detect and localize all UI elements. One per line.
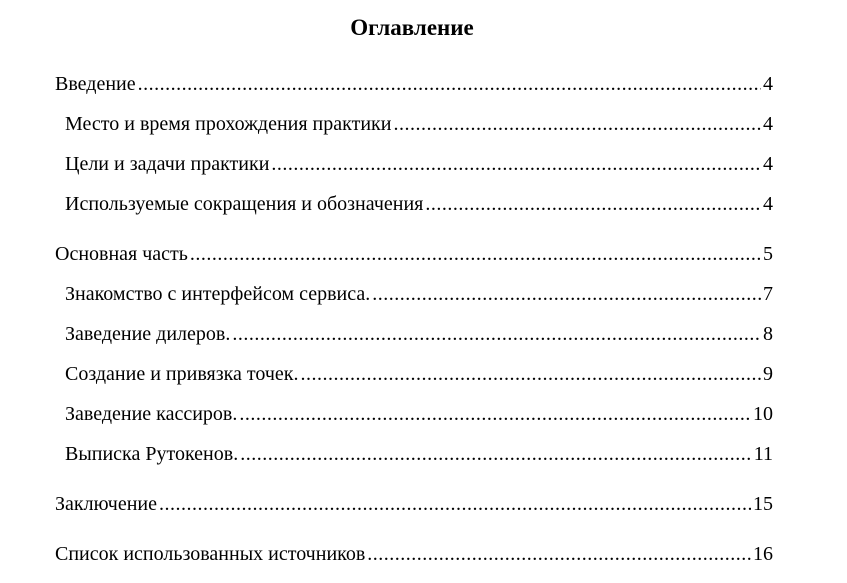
- toc-entry-dealers[interactable]: [55, 318, 773, 358]
- toc-entry-text: Место и время прохождения практики: [65, 113, 392, 135]
- toc-entry-goals-and-tasks[interactable]: [55, 148, 773, 188]
- toc-entry-abbreviations[interactable]: [55, 188, 773, 228]
- toc-page-number: 7: [763, 283, 773, 305]
- toc-entry-text: Используемые сокращения и обозначения: [65, 193, 424, 215]
- toc-page-number: 9: [763, 363, 773, 385]
- toc-dot-leader: [425, 188, 761, 220]
- toc-dot-leader: [240, 438, 752, 470]
- toc-entry-points[interactable]: [55, 358, 773, 398]
- toc-dot-leader: [138, 68, 761, 100]
- toc-page-number: 11: [753, 443, 773, 465]
- toc-entry-cashiers[interactable]: [55, 398, 773, 438]
- toc-page-number: 5: [763, 243, 773, 265]
- toc-entry-text: Заведение кассиров.: [65, 403, 238, 425]
- toc-entry-rutokens[interactable]: [55, 438, 773, 478]
- toc-entry-text: Создание и привязка точек.: [65, 363, 299, 385]
- toc-entry-text: Заведение дилеров.: [65, 323, 231, 345]
- toc-page-number: 4: [763, 193, 773, 215]
- toc-entry-text: Основная часть: [55, 243, 188, 265]
- toc-page-number: 16: [753, 543, 773, 565]
- toc-dot-leader: [159, 488, 751, 520]
- toc-dot-leader: [367, 538, 751, 570]
- toc-dot-leader: [232, 318, 761, 350]
- toc-page-number: 4: [763, 113, 773, 135]
- toc-entry-text: Цели и задачи практики: [65, 153, 270, 175]
- toc-dot-leader: [271, 148, 761, 180]
- toc-entry-text: Список использованных источников: [55, 543, 366, 565]
- toc-entry-introduction[interactable]: [55, 68, 773, 108]
- toc-entry-text: Выписка Рутокенов.: [65, 443, 239, 465]
- toc-entry-conclusion[interactable]: [55, 488, 773, 528]
- toc-entry-text: Введение: [55, 73, 136, 95]
- toc-entry-text: Знакомство с интерфейсом сервиса.: [65, 283, 371, 305]
- toc-entry-place-and-time[interactable]: [55, 108, 773, 148]
- toc-title: Оглавление: [350, 15, 474, 40]
- toc-entry-main-part[interactable]: [55, 238, 773, 278]
- toc-page-number: 4: [763, 153, 773, 175]
- toc-dot-leader: [301, 358, 761, 390]
- toc-entry-references[interactable]: [55, 538, 773, 578]
- toc-list: [55, 68, 773, 578]
- toc-dot-leader: [190, 238, 761, 270]
- toc-dot-leader: [393, 108, 761, 140]
- toc-dot-leader: [239, 398, 751, 430]
- toc-page-number: 8: [763, 323, 773, 345]
- toc-dot-leader: [372, 278, 761, 310]
- toc-entry-text: Заключение: [55, 493, 157, 515]
- toc-entry-service-interface[interactable]: [55, 278, 773, 318]
- toc-page-number: 10: [753, 403, 773, 425]
- toc-page-number: 15: [753, 493, 773, 515]
- toc-page-number: 4: [763, 73, 773, 95]
